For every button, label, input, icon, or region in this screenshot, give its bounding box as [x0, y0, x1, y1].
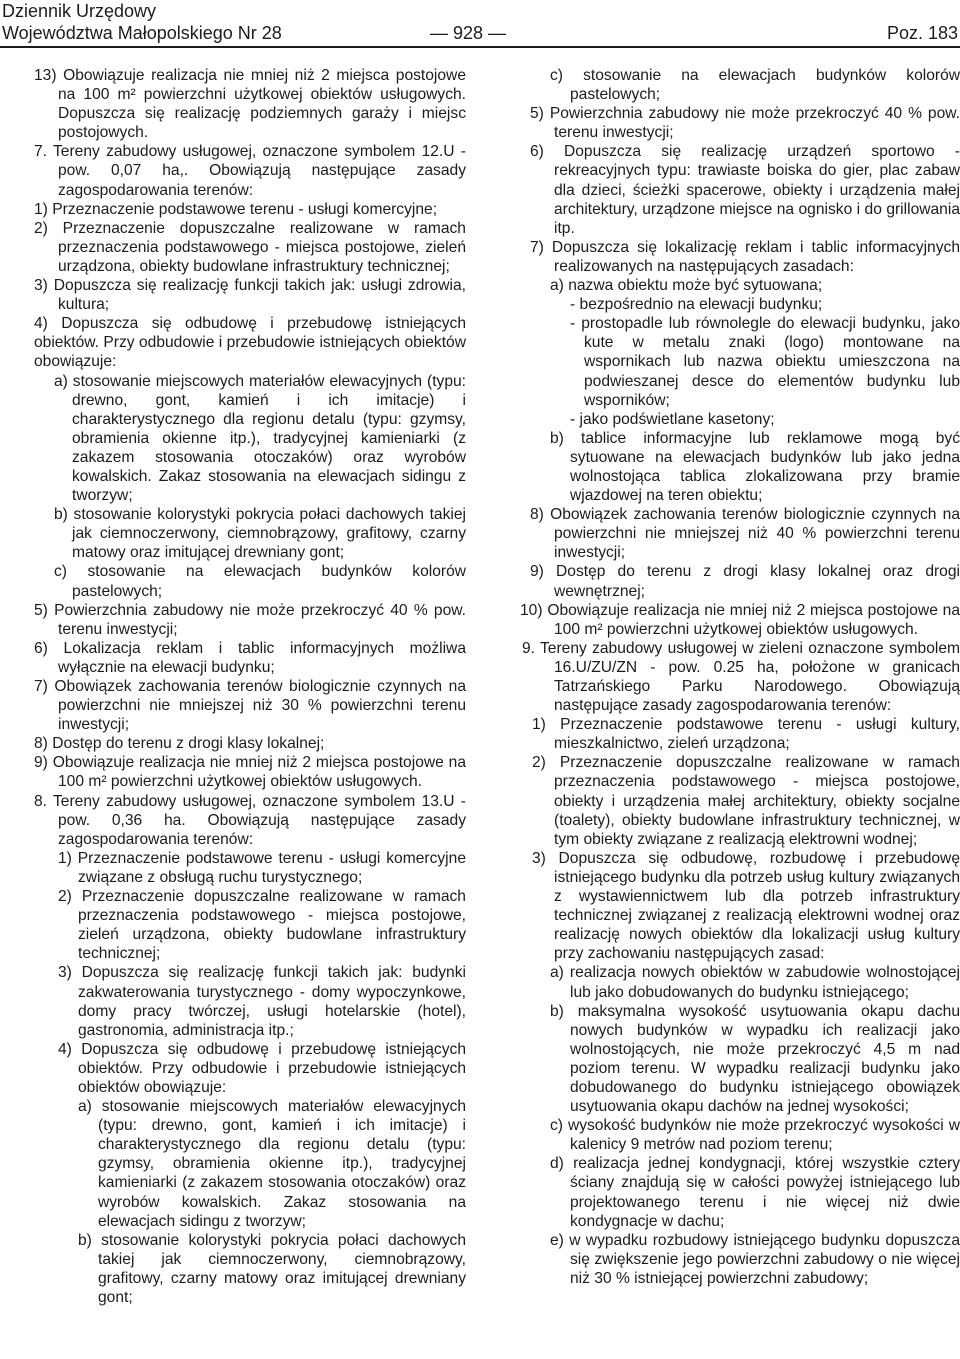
sub-list-item: b) stosowanie kolorystyki pokrycia połaci dachowych takiej jak ciemnoczerwony, ciemnobrązowy, grafitowy, czarny matowy oraz imitującej drewniany gont; — [54, 506, 466, 562]
list-item: 8) Dostęp do terenu z drogi klasy lokalnej; — [34, 735, 325, 753]
list-item: 3) Dopuszcza się realizację funkcji takich jak: budynki zakwaterowania turystycznego - domy wypoczynkowe, domy pracy twórczej, usługi hotelarskie (hotel), gastronomia, administracja itp.; — [58, 964, 466, 1039]
list-item: 7) Obowiązek zachowania terenów biologicznie czynnych na powierzchni nie mniejszej niż 30 % powierzchni terenu inwestycji; — [34, 678, 466, 734]
left-column — [34, 66, 466, 1307]
sub-list-item: a) realizacja nowych obiektów w zabudowie wolnostojącej lub jako dobudowanych do budynku istniejącego; — [550, 964, 960, 1001]
sub-list-item: c) stosowanie na elewacjach budynków kolorów pastelowych; — [550, 67, 960, 104]
list-item: 5) Powierzchnia zabudowy nie może przekroczyć 40 % pow. terenu inwestycji; — [530, 105, 960, 142]
header-rule — [0, 46, 960, 48]
page-header — [0, 0, 960, 48]
paragraph: 13) Obowiązuje realizacja nie mniej niż 2 miejsca postojowe na 100 m² powierzchni użytkowej obiektów usługowych. Dopuszcza się realizację podziemnych garaży i miejsc postojowych. — [34, 67, 466, 142]
dash-item: - bezpośrednio na elewacji budynku; — [570, 296, 823, 314]
sub-list-item: c) stosowanie na elewacjach budynków kolorów pastelowych; — [54, 563, 466, 600]
list-item: 7) Dopuszcza się lokalizację reklam i tablic informacyjnych realizowanych na następujących zasadach: — [530, 238, 960, 275]
sub-list-item: a) stosowanie miejscowych materiałów elewacyjnych (typu: drewno, gont, kamień i ich imitacje) i charakterystycznego dla regionu detalu (typu: gzymsy, obramienia okienne itp.), tradycyjnej kamieniarki (z zakazem stosowania otoczaków) oraz wyrobów kowalskich. Zakaz stosowania na elewacjach sidingu z tworzyw; — [54, 372, 466, 505]
list-item: 1) Przeznaczenie podstawowe terenu - usługi komercyjne związane z obsługą ruchu turystycznego; — [58, 849, 466, 886]
list-item: 2) Przeznaczenie dopuszczalne realizowane w ramach przeznaczenia podstawowego - miejsca postojowe, zieleń urządzona, obiekty budowlane infrastruktury technicznej; — [34, 219, 466, 275]
sub-list-item: b) maksymalna wysokość usytuowania okapu dachu nowych budynków w wypadku ich realizacji jako wolnostojących, nie może przekroczyć 4,5 m nad poziom terenu. W wypadku realizacji budynku jako dobudowanego do budynku istniejącego obowiązek usytuowania okapu dachów na jednej wysokości; — [550, 1002, 960, 1116]
sub-list-item: a) nazwa obiektu może być sytuowana; — [550, 277, 823, 295]
list-item: 3) Dopuszcza się realizację funkcji takich jak: usługi zdrowia, kultura; — [34, 277, 466, 314]
list-item: 1) Przeznaczenie podstawowe terenu - usługi kultury, mieszkalnictwo, zieleń urządzona; — [532, 716, 960, 753]
voivodeship-issue: Województwa Małopolskiego Nr 28 — [2, 23, 282, 43]
list-item: 4) Dopuszcza się odbudowę i przebudowę istniejących obiektów. Przy odbudowie i przebudowie istniejących obiektów obowiązuje: — [58, 1040, 466, 1096]
section-heading: 7. Tereny zabudowy usługowej, oznaczone symbolem 12.U - pow. 0,07 ha,. Obowiązują następujące zasady zagospodarowania terenów: — [34, 143, 466, 199]
position-number: Poz. 183 — [886, 23, 958, 43]
list-item: 10) Obowiązuje realizacja nie mniej niż 2 miejsca postojowe na 100 m² powierzchni użytkowej obiektów usługowych. — [520, 601, 960, 638]
section-heading: 9. Tereny zabudowy usługowej w zieleni oznaczone symbolem 16.U/ZU/ZN - pow. 0.25 ha, położone w granicach Tatrzańskiego Parku Narodowego. Obowiązują następujące zasady zagospodarowania terenów: — [522, 639, 960, 715]
sub-list-item: b) tablice informacyjne lub reklamowe mogą być sytuowane na elewacjach budynków lub jako jedna wolnostojąca tablica zlokalizowana przy bramie wjazdowej na teren obiektu; — [550, 429, 960, 505]
list-item: 9) Obowiązuje realizacja nie mniej niż 2 miejsca postojowe na 100 m² powierzchni użytkowej obiektów usługowych. — [34, 754, 466, 791]
list-item: 1) Przeznaczenie podstawowe terenu - usługi komercyjne; — [34, 200, 438, 218]
sub-list-item: c) wysokość budynków nie może przekroczyć wysokości w kalenicy 9 metrów nad poziom terenu; — [550, 1117, 960, 1154]
section-heading: 8. Tereny zabudowy usługowej, oznaczone symbolem 13.U - pow. 0,36 ha. Obowiązują następujące zasady zagospodarowania terenów: — [34, 792, 466, 848]
dash-item: - prostopadle lub równolegle do elewacji budynku, jako kute w metalu znaki (logo) montowane na wspornikach lub nazwa obiektu umieszczona na podwieszanej desce do elementów budynku lub wsporników; — [570, 315, 960, 409]
journal-title — [2, 0, 282, 44]
journal-name: Dziennik Urzędowy — [2, 1, 157, 21]
list-item: 2) Przeznaczenie dopuszczalne realizowane w ramach przeznaczenia podstawowego - miejsca postojowe, zieleń urządzona, obiekty budowlane infrastruktury technicznej; — [58, 888, 466, 963]
sub-list-item: b) stosowanie kolorystyki pokrycia połaci dachowych takiej jak ciemnoczerwony, ciemnobrązowy, grafitowy, czarny matowy oraz imitującej drewniany gont; — [78, 1231, 466, 1306]
list-item: 3) Dopuszcza się odbudowę, rozbudowę i przebudowę istniejącego budynku dla potrzeb usług kultury związanych z wystawiennictwem lub dla potrzeb infrastruktury technicznej związanej z realizacją elektrowni wodnej oraz realizację nowych obiektów dla lokalizacji usług kultury przy zachowaniu następujących zasad: — [532, 849, 960, 963]
dash-item: - jako podświetlane kasetony; — [570, 410, 775, 428]
list-item: 8) Obowiązek zachowania terenów biologicznie czynnych na powierzchni nie mniejszej niż 40 % powierzchni terenu inwestycji; — [530, 506, 960, 562]
list-item: 5) Powierzchnia zabudowy nie może przekroczyć 40 % pow. terenu inwestycji; — [34, 601, 466, 638]
list-item: 2) Przeznaczenie dopuszczalne realizowane w ramach przeznaczenia podstawowego - miejsca postojowe, obiekty i urządzenia małej architektury, obiekty socjalne (toalety), obiekty budowlane infrastruktury technicznej, w tym obiekty związane z realizacją elektrowni wodnej; — [532, 754, 960, 848]
sub-list-item: d) realizacja jednej kondygnacji, której wszystkie cztery ściany znajdują się w całości powyżej istniejącego lub projektowanego terenu i nie więcej niż dwie kondygnacje w dachu; — [550, 1155, 960, 1230]
list-item: 4) Dopuszcza się odbudowę i przebudowę istniejących obiektów. Przy odbudowie i przebudowie istniejących obiektów obowiązuje: — [34, 315, 466, 371]
sub-list-item: e) w wypadku rozbudowy istniejącego budynku dopuszcza się zwiększenie jego powierzchni zabudowy o nie więcej niż 30 % istniejącej powierzchni zabudowy; — [550, 1231, 960, 1287]
page-number: — 928 — — [430, 23, 507, 43]
list-item: 9) Dostęp do terenu z drogi klasy lokalnej oraz drogi wewnętrznej; — [530, 563, 960, 600]
right-column — [508, 66, 960, 1288]
list-item: 6) Lokalizacja reklam i tablic informacyjnych możliwa wyłącznie na elewacji budynku; — [34, 639, 466, 676]
list-item: 6) Dopuszcza się realizację urządzeń sportowo - rekreacyjnych typu: trawiaste boiska do gier, plac zabaw dla dzieci, ścieżki spacerowe, obiekty i urządzenia małej architektury, urządzone miejsce na ognisko i do grillowania itp. — [530, 143, 960, 237]
sub-list-item: a) stosowanie miejscowych materiałów elewacyjnych (typu: drewno, gont, kamień i ich imitacje) i charakterystycznego dla regionu detalu (typu: gzymsy, obramienia okienne itp.), tradycyjnej kamieniarki (z zakazem stosowania otoczaków) oraz wyrobów kowalskich. Zakaz stosowania na elewacjach sidingu z tworzyw; — [78, 1098, 466, 1230]
